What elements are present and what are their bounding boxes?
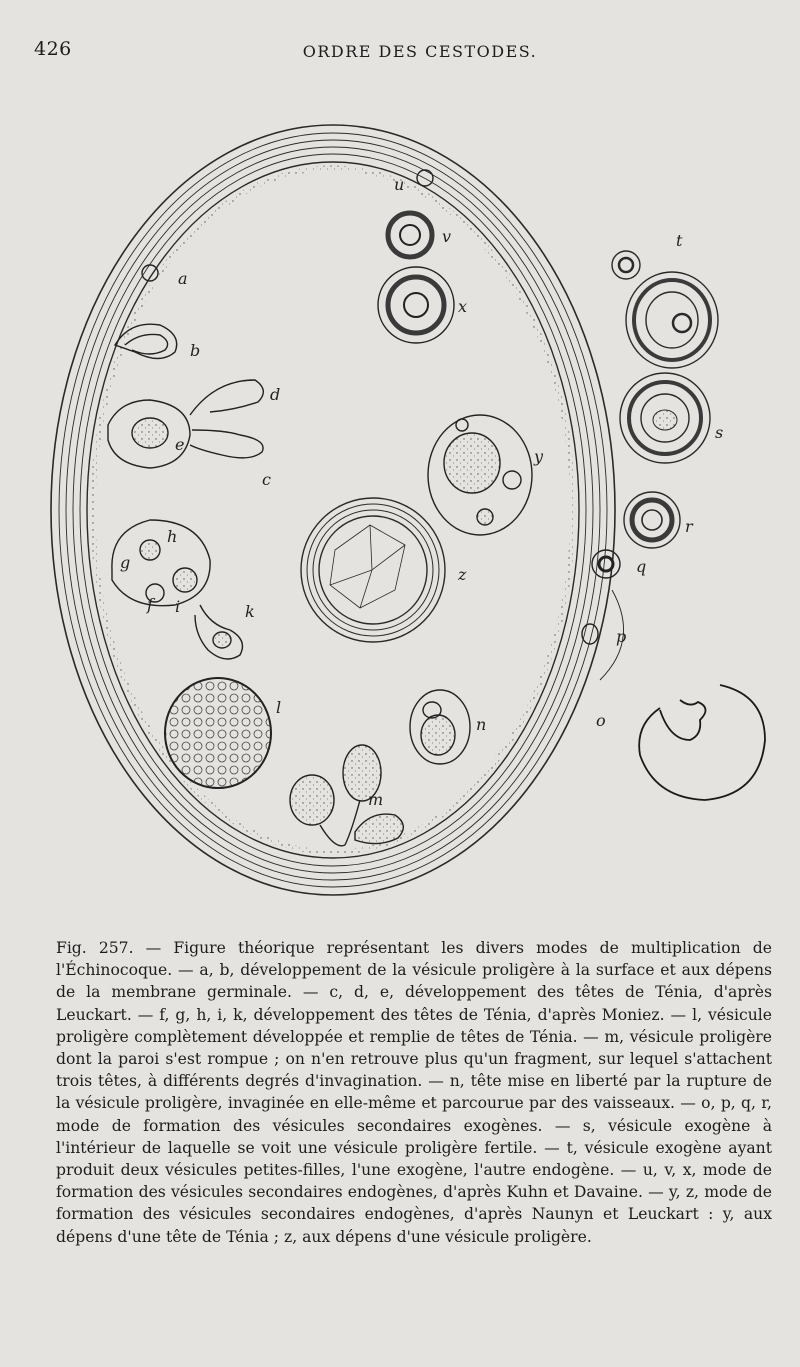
endogenous-vesicle-y — [428, 415, 532, 535]
caption-text: Fig. 257. — Figure théorique représentant les divers modes de multiplication de l'Échinocoque. — a, b, développement de la vésicule proligère à la surface et aux dépens de la membrane germinale. — c, d, e, développement des têtes de Ténia, d'après Leuckart. — f, g, h, i, k, développement des têtes de Ténia, d'après Moniez. — l, vésicule proligère complètement développée et remplie de têtes de Ténia. — m, vésicule proligère dont la paroi s'est rompue ; on n'en retrouve plus qu'un fragment, sur lequel s'attachent trois têtes, à différents degrés d'invagination. — n, tête mise en liberté par la rupture de la vésicule proligère, invaginée en elle-même et parcourue par des vaisseaux. — o, p, q, r, mode de formation des vésicules secondaires exogènes. — s, vésicule exogène à l'intérieur de laquelle se voit une vésicule proligère fertile. — t, vésicule exogène ayant produit deux vésicules petites-filles, l'une exogène, l'autre endogène. — u, v, x, mode de formation des vésicules secondaires endogènes, d'après Kuhn et Davaine. — y, z, mode de formation des vésicules secondaires endogènes, d'après Naunyn et Leuckart : y, aux dépens d'une tête de Ténia ; z, aux dépens d'une vésicule proligère. — [56, 939, 772, 1246]
inset-head-sketch — [639, 685, 765, 800]
free-head-n — [410, 690, 470, 764]
label-f: f — [147, 595, 153, 614]
label-p: p — [616, 627, 627, 646]
label-b: b — [190, 341, 201, 360]
endogenous-vesicle-z — [301, 498, 445, 642]
label-o: o — [596, 711, 606, 730]
label-c: c — [262, 470, 271, 489]
endogenous-vesicles-uvx — [378, 170, 454, 343]
label-u: u — [394, 175, 405, 194]
label-a: a — [178, 269, 188, 288]
label-i: i — [175, 597, 181, 616]
label-t: t — [676, 231, 683, 250]
label-n: n — [476, 715, 487, 734]
label-x: x — [458, 297, 468, 316]
label-k: k — [245, 602, 255, 621]
echinococcus-figure — [0, 80, 800, 930]
label-z: z — [458, 565, 467, 584]
page-number: 426 — [34, 38, 72, 60]
running-title: ORDRE DES CESTODES. — [302, 42, 538, 61]
label-d: d — [270, 385, 281, 404]
developing-heads-cde — [108, 380, 263, 468]
label-r: r — [685, 517, 693, 536]
label-s: s — [715, 423, 724, 442]
ruptured-capsule-m — [290, 745, 403, 846]
figure-caption — [56, 937, 772, 1248]
label-g: g — [120, 553, 131, 572]
exogenous-vesicles-opq — [582, 550, 627, 680]
exogenous-vesicles-rst — [612, 251, 718, 548]
brood-capsule-l — [165, 678, 271, 788]
label-e: e — [175, 435, 185, 454]
label-h: h — [167, 527, 178, 546]
label-l: l — [276, 698, 282, 717]
label-m: m — [368, 790, 384, 809]
label-y: y — [534, 447, 544, 466]
label-v: v — [442, 227, 452, 246]
label-q: q — [636, 557, 647, 576]
